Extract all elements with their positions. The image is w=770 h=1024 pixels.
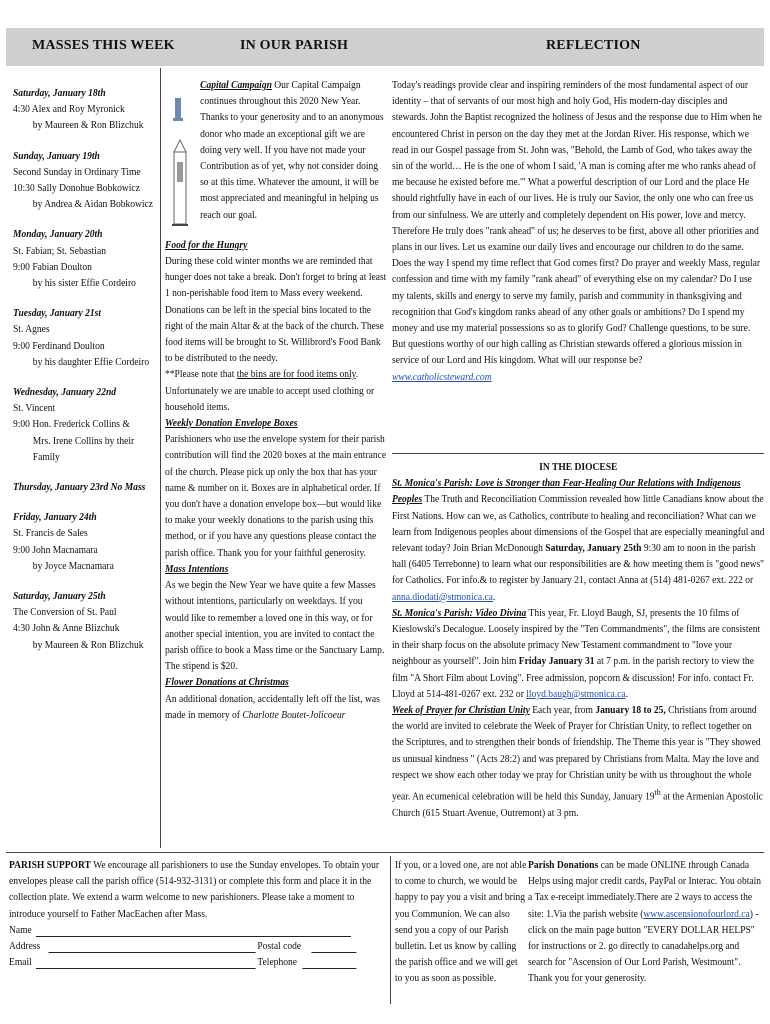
mass-date: Tuesday, January 21st	[13, 308, 102, 320]
mass-line: 9:00 Hon. Frederick Collins &	[13, 419, 130, 431]
diocese-item3-text-2: Christians from around the world are invited to celebrate the Week of Prayer for Christian Unity, to reflect together on the Scriptures, and to strengthen their bonds of friendship. The Theme this year is "They showed us unusual kindness " (Acts 28:2) and was prepared by Christians from Malta. May the love and respect we show each other today we pray for Christian unity be with us throughout the whole year. An ecumenical celebration will be held this Sunday, January 19	[392, 705, 761, 803]
mass-requested-by: Mrs. Irene Collins by their Family	[32, 435, 135, 463]
parish-donations-text-2: ) -click on the main page button "EVERY DOLLAR HELPS" for instructions or 2. go directly to canadahelps.org and search for "Ascension of Our Lord Parish, Westmount". Thank you for your generosity.	[528, 908, 759, 985]
mass-line: St. Vincent	[13, 403, 56, 415]
lloyd-email-link[interactable]: lloyd.baugh@stmonica.ca	[526, 688, 626, 700]
email-field[interactable]	[36, 968, 256, 969]
telephone-label: Telephone	[257, 956, 297, 968]
reflection-column	[392, 78, 765, 386]
masses-header: MASSES THIS WEEK	[32, 38, 175, 53]
section-header-bar	[6, 28, 764, 66]
food-title: Food for the Hungry	[165, 239, 248, 251]
flowers-text: An additional donation, accidentally left off the list, was made in memory of	[165, 693, 380, 721]
diocese-item3-text: Each year, from	[529, 705, 596, 717]
telephone-field[interactable]	[302, 968, 356, 969]
food-note-underlined: the bins are for food items only	[236, 369, 356, 381]
mass-date: Sunday, January 19th	[13, 150, 100, 162]
parish-support-title: PARISH SUPPORT	[9, 860, 91, 871]
mass-requested-by: by his daughter Effie Cordeiro	[32, 356, 150, 368]
parish-donations-block	[528, 858, 764, 988]
diocese-item2-text: This year, Fr. Lloyd Baugh, SJ, presents the 10 films of Kieslowski's Decalogue. Loosely inspired by the "Ten Commandments", the films are consistent in their sharp focus on the absolute primacy New Testament commandment to "love your neighbour as yourself". Join him	[392, 607, 761, 668]
mass-entry	[13, 149, 157, 214]
capital-campaign-title: Capital Campaign	[200, 80, 272, 91]
diocese-column: IN THE DIOCESE St. Monica's Parish: Love is Stronger than Fear-Healing Our Relations with Indigenous Peoples The Truth and Reconciliation Commission revealed how little Canadians know about the First Nations. How can we, as Catholics, contribute to healing and reconciliation? What can we learn from Indigenous peoples about dimensions of the Gospel that are especially meaningful and relevant today? Join Brian McDonough Saturday, January 25th 9:30 am to noon in the parish hall (6405 Terrebonne) to learn what our responsibilities are & how meeting them is "good news" for Catholics. For info.& to register by January 21, contact Anna at (514) 481-0267 ext. 222 or anna.diodati@stmonica.ca. St. Monica's Parish: Video Divina This year, Fr. Lloyd Baugh, SJ, presents the 10 films of Kieslowski's Decalogue. Loosely inspired by the "Ten Commandments", the films are consistent in their sharp focus on the absolute primacy New Testament commandment to "love your neighbour as yourself". Join him Friday January 31 at 7 p.m. in the parish rectory to view the film "A Short Film about Loving". Free admission, popcorn & discussion! For info. contact Fr. Lloyd at 514-481-0267 ext. 232 or lloyd.baugh@stmonica.ca. Week of Prayer for Christian Unity Each year, from January 18 to 25, Christians from around the world are invited to celebrate the Week of Prayer for Christian Unity, to reflect together on the Scriptures, and to strengthen their bonds of friendship. The Theme this year is "They showed us unusual kindness " (Acts 28:2) and was prepared by Christians from Malta. May the love and respect we show each other today we pray for Christian unity be with us throughout the whole year. An ecumenical celebration will be held this Sunday, January 19th at the Armenian Apostolic Church (615 Stuart Avenue, Outremont) at 3 pm.	[392, 462, 765, 819]
home-visit-block	[395, 858, 526, 988]
masses-list	[13, 86, 157, 654]
parish-donations-text: can be made ONLINE through Canada Helps using major credit cards, PayPal or Interac. You obtain a Tax e-receipt immediately.There are 2 ways to access the site: 1.Via the parish website (	[528, 860, 762, 920]
diocese-item1-title: St. Monica's Parish: Love is Stronger than Fear-Healing Our Relations with Indigenous Peoples	[392, 478, 741, 506]
anna-email-link[interactable]: anna.diodati@stmonica.ca	[392, 591, 493, 603]
capital-campaign-text: Our Capital Campaign continues throughout this 2020 New Year. Thanks to your generosity and to an anonymous donor who made an exceptional gift we are doing very well. If you have not made your Contribution as of yet, why not consider doing so at this time. Whatever the amount, it will be most appreciated and meaningful in helping us reach our goal.	[200, 80, 384, 221]
flowers-title: Flower Donations at Christmas	[165, 677, 289, 689]
email-label: Email	[9, 956, 32, 968]
bottom-divider	[6, 852, 764, 853]
mass-date: Wednesday, January 22nd	[13, 387, 117, 399]
mass-line: Second Sunday in Ordinary Time	[13, 166, 141, 178]
flowers-name: Charlotte Boutet-Jolicoeur	[242, 709, 346, 721]
parish-support-block	[9, 858, 387, 971]
mass-requested-by: by Maureen & Ron Blizchuk	[32, 639, 144, 651]
diocese-item2-date: Friday January 31	[518, 656, 595, 668]
reflection-text: Today's readings provide clear and inspiring reminders of the most fundamental aspect of our identity – that of servants of our most high and holy God, His modern-day disciples and stewards. John the Baptist recognized the holiness of Jesus and the response due to Him when he encountered Christ in person on the day they met at the Jordan River. His response, which we read in our Gospel passage from St. John was, "Behold, the Lamb of God, who takes away the sin of the world… He is the one of whom I said, 'A man is coming after me who ranks ahead of me because he existed before me.'" What a powerful description of our Lord and the place He should rightfully have in each of our lives. He is truly our Savior, the only one who can free us from our sinfulness. We are utterly and completely dependent on His power, love and mercy. Therefore He truly does "rank ahead" of us; he deserves to be first, above all other priorities and plans in our lives. Let us examine our daily lives and encourage our children to do the same. Does the way I spend my time reflect that God comes first? Do prayer and weekly Mass, regular confession and time with my family "rank ahead" of everything else on my calendar? Do I use my talents, skills and energy to serve my family, parish and community in thanksgiving and recognition that God's kingdom ranks ahead of any other goals or ambitions? Do I spend my money and use my material possessions so as to glorify God? Challenge questions, to be sure. But questions worthy of our high calling as Christian stewards offered a glorious mission in service of our Lord and His kingdom. What will our response be?	[392, 80, 762, 367]
column-divider	[160, 68, 161, 848]
parish-website-link[interactable]: www.ascensionofourlord.ca	[643, 908, 750, 920]
mass-date: Friday, January 24th	[13, 512, 97, 524]
mass-line: 9:00 John Macnamara	[13, 544, 98, 556]
envelope-text: Parishioners who use the envelope system for their parish contribution will find the 2020 boxes at the main entrance of the church. Please pick up only the box that has your name & number on it. Boxes are in alphabetical order. If you don't have a donation envelope box—but would like to make your weekly donations to the parish using this method, or if you have any questions please contact the parish office. Thank you for your faithful generosity.	[165, 434, 387, 559]
diocese-item3-title: Week of Prayer for Christian Unity	[392, 705, 530, 717]
capital-campaign-block	[165, 78, 386, 224]
mass-requested-by: by his sister Effie Cordeiro	[32, 278, 136, 290]
diocese-item2-title: St. Monica's Parish: Video Divina	[392, 607, 527, 619]
parish-support-text: We encourage all parishioners to use the Sunday envelopes. To obtain your envelopes please call the parish office (514-932-3131) or complete this form and place it in the collection plate. We extend a warm welcome to new parishioners. Please take a moment to introduce yourself to Father MacEachen after Mass.	[9, 860, 380, 920]
mass-line: 10:30 Sally Donohue Bobkowicz	[13, 183, 140, 195]
diocese-title: IN THE DIOCESE	[539, 462, 618, 473]
postal-code-label: Postal code	[257, 940, 302, 952]
diocese-item2-text-2: at 7 p.m. in the parish rectory to view the film "A Short Film about Loving". Free admission, popcorn & discussion! For info. contact Fr. Lloyd at 514-481-0267 ext. 232 or	[392, 656, 754, 700]
mass-date: Saturday, January 25th	[13, 591, 106, 603]
mass-line: St. Agnes	[13, 324, 50, 336]
diocese-item3-text-3: at the Armenian Apostolic Church (615 Stuart Avenue, Outremont) at 3 pm.	[392, 791, 763, 819]
intentions-title: Mass Intentions	[165, 563, 229, 575]
mass-entry	[13, 480, 157, 496]
mass-entry	[13, 385, 157, 466]
parish-donations-title: Parish Donations	[528, 860, 599, 871]
mass-line: St. Francis de Sales	[13, 528, 88, 540]
mass-line: The Conversion of St. Paul	[13, 607, 117, 619]
name-field[interactable]	[36, 936, 351, 937]
mass-entry	[13, 227, 157, 292]
name-label: Name	[9, 924, 32, 936]
mass-entry	[13, 86, 157, 135]
parish-column	[165, 78, 386, 724]
mass-line: 4:30 John & Anne Blizchuk	[13, 623, 120, 635]
reflection-header: REFLECTION	[546, 38, 641, 53]
mass-requested-by: by Andrea & Aidan Bobkowicz	[32, 199, 154, 211]
masses-column	[13, 86, 157, 668]
food-note-prefix: **Please note that	[165, 369, 237, 381]
diocese-item1-text-2: 9:30 am to noon in the parish hall (6405 Terrebonne) to learn what our responsibilities are & how meeting them is "good news" for Catholics. For info.& to register by January 21, contact Anna at (514) 481-0267 ext. 222 or	[392, 543, 765, 587]
parish-header: IN OUR PARISH	[240, 38, 349, 53]
mass-date: Monday, January 20th	[13, 229, 103, 241]
diocese-item3-sup: th	[654, 787, 661, 798]
mass-entry	[13, 589, 157, 654]
postal-code-field[interactable]	[311, 952, 356, 953]
mass-date: Thursday, January 23rd No Mass	[13, 482, 146, 494]
mass-requested-by: by Joyce Macnamara	[32, 560, 114, 572]
reflection-source-link[interactable]: www.catholicsteward.com	[392, 371, 492, 383]
mass-date: Saturday, January 18th	[13, 88, 106, 99]
intentions-text: As we begin the New Year we have quite a few Masses without intentions, particularly on weekdays. If you would like to remember a loved one in this way, or for another special intention, you are invited to contact the parish office to book a Mass time or the Sanctuary Lamp. The stipend is $20.	[165, 580, 385, 673]
mass-line: St. Fabian; St. Sebastian	[13, 245, 106, 257]
food-text: During these cold winter months we are reminded that hunger does not take a break. Don't forget to bring at least 1 non-perishable food item to Mass every weekend. Donations can be left in the special bins located to the right of the main Altar & at the back of the church. These food items will be brought to St. Willibrord's Food Bank to be distributed to the needy.	[165, 256, 387, 365]
diocese-item1-date: Saturday, January 25th	[545, 543, 642, 555]
address-label: Address	[9, 940, 41, 952]
mass-entry	[13, 306, 157, 371]
address-field[interactable]	[49, 952, 256, 953]
mass-line: 9:00 Ferdinand Doulton	[13, 340, 105, 352]
mass-line: 9:00 Fabian Doulton	[13, 261, 92, 273]
bottom-column-divider	[390, 856, 391, 1004]
home-visit-text: If you, or a loved one, are not able to come to church, we would be happy to pay you a visit and bring you Communion. We can also send you a copy of our Parish bulletin. Let us know by calling the parish office and we will get to you as soon as possible.	[395, 860, 527, 985]
envelope-title: Weekly Donation Envelope Boxes	[165, 418, 298, 430]
diocese-item1-text: The Truth and Reconciliation Commission revealed how little Canadians know about the First Nations. How can we, as Catholics, contribute to healing and reconciliation? What can we learn from Indigenous peoples about dimensions of the Gospel that are especially meaningful and relevant today? Join Brian McDonough	[392, 494, 765, 555]
diocese-divider	[392, 453, 764, 454]
food-note-suffix: . Unfortunately we are unable to accept used clothing or household items.	[165, 369, 375, 413]
mass-requested-by: by Maureen & Ron Blizchuk	[32, 120, 144, 132]
diocese-item3-date: January 18 to 25,	[595, 705, 666, 717]
mass-entry	[13, 510, 157, 575]
support-form	[9, 923, 387, 971]
mass-line: 4:30 Alex and Roy Myronick	[13, 104, 125, 116]
